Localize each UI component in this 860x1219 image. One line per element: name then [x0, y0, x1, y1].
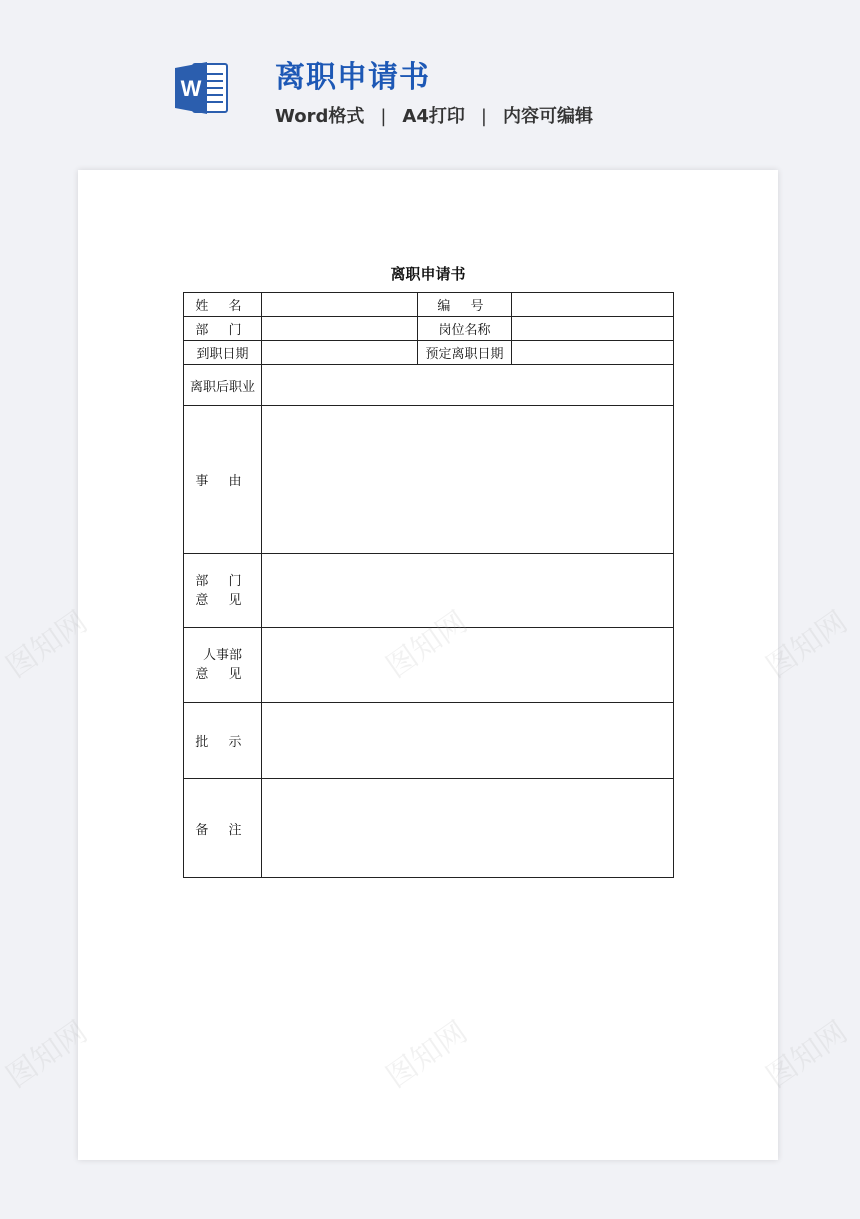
next-job-cell[interactable] [262, 365, 674, 406]
header-title: 离职申请书 [275, 60, 430, 95]
meta-separator: | [480, 106, 487, 127]
hr-opinion-cell[interactable] [262, 628, 674, 703]
department-label: 部 门 [184, 317, 262, 341]
watermark: 图知网 [0, 1014, 94, 1096]
approval-label: 批 示 [184, 703, 262, 779]
name-label: 姓 名 [184, 293, 262, 317]
remarks-label: 备 注 [184, 779, 262, 878]
document-page [78, 170, 778, 1160]
header-meta [275, 102, 593, 128]
position-cell[interactable] [512, 317, 674, 341]
approval-cell[interactable] [262, 703, 674, 779]
editable-label: 内容可编辑 [502, 106, 593, 127]
position-label: 岗位名称 [418, 317, 512, 341]
planned-leave-date-label: 预定离职日期 [418, 341, 512, 365]
dept-opinion-label: 部 门 意 见 [184, 554, 262, 628]
next-job-label: 离职后职业 [184, 365, 262, 406]
department-cell[interactable] [262, 317, 418, 341]
document-title: 离职申请书 [390, 265, 466, 283]
start-date-cell[interactable] [262, 341, 418, 365]
number-label: 编 号 [418, 293, 512, 317]
word-icon [173, 60, 231, 116]
hr-opinion-label: 人事部 意 见 [184, 628, 262, 703]
watermark: 图知网 [0, 604, 94, 686]
start-date-label: 到职日期 [184, 341, 262, 365]
dept-opinion-cell[interactable] [262, 554, 674, 628]
reason-cell[interactable] [262, 406, 674, 554]
number-cell[interactable] [512, 293, 674, 317]
page-header [0, 0, 860, 160]
planned-leave-date-cell[interactable] [512, 341, 674, 365]
watermark: 图知网 [760, 604, 854, 686]
format-label: Word格式 [275, 106, 365, 127]
name-cell[interactable] [262, 293, 418, 317]
reason-label: 事 由 [184, 406, 262, 554]
remarks-cell[interactable] [262, 779, 674, 878]
svg-text:W: W [180, 76, 202, 101]
resignation-form-table [183, 292, 674, 878]
meta-separator: | [380, 106, 387, 127]
watermark: 图知网 [760, 1014, 854, 1096]
print-label: A4打印 [402, 106, 465, 127]
